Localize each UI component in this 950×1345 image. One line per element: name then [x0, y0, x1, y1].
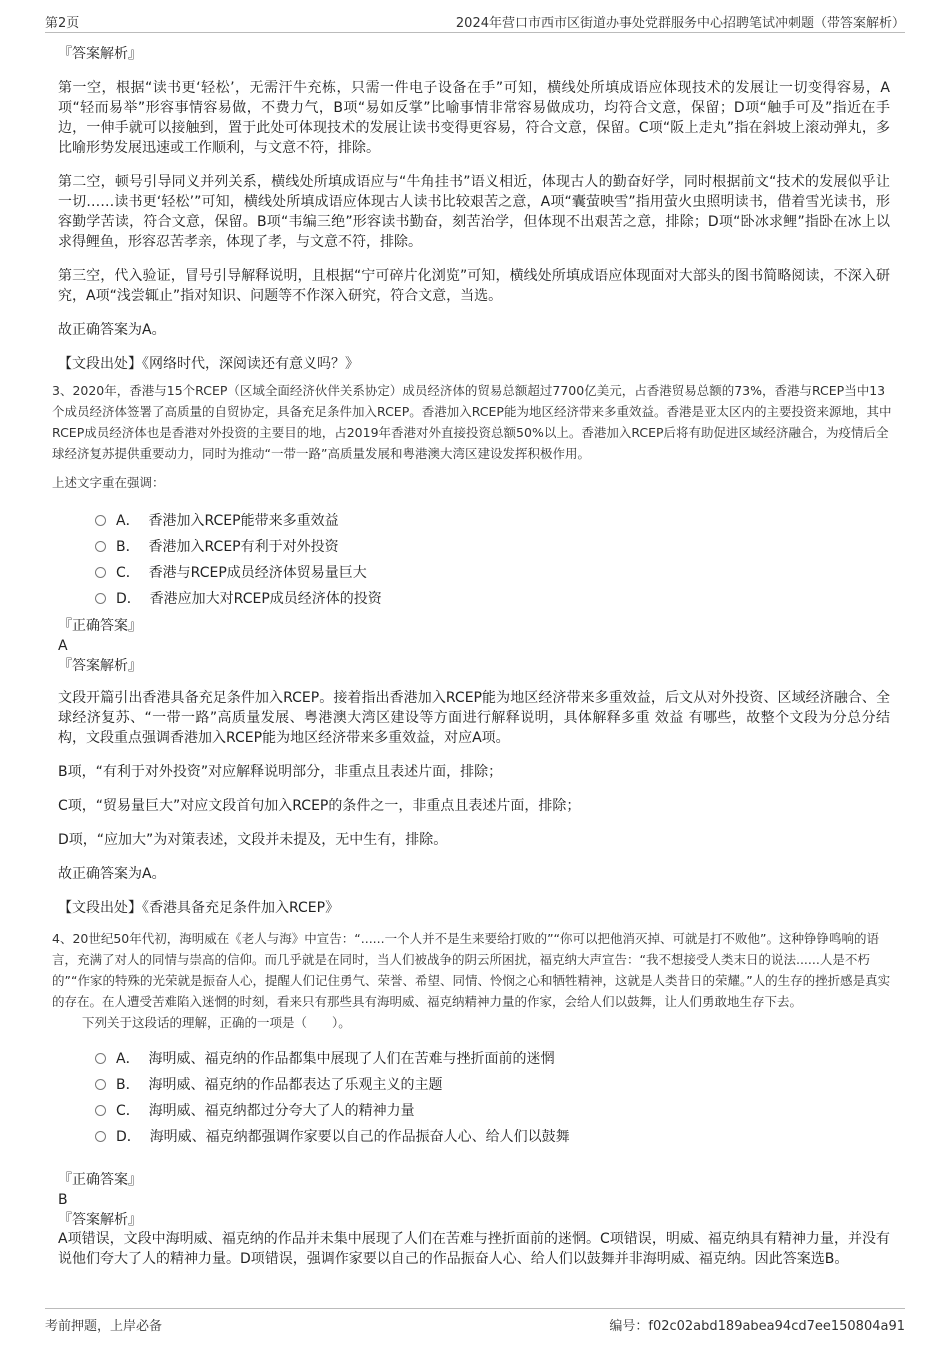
q3-analysis [58, 688, 890, 932]
option-c[interactable]: C． 香港与RCEP成员经济体贸易量巨大 [95, 560, 382, 586]
document-title: 2024年营口市西市区街道办事处党群服务中心招聘笔试冲刺题（带答案解析） [455, 16, 905, 31]
option-c[interactable]: C． 海明威、福克纳都过分夸大了人的精神力量 [95, 1098, 570, 1124]
source-note: 【文段出处】《网络时代，深阅读还有意义吗？》 [58, 356, 359, 372]
analysis-paragraph: 文段开篇引出香港具备充足条件加入RCEP。接着指出香港加入RCEP能为地区经济带来多重效益，后文从对外投资、区域经济融合、全球经济复苏、“一带一路”高质量发展、粤港澳大湾区建设等方面进行解释说明，具体解释多重 效益 有哪些，故整个文段为分总分结构，文段重点强调香港加入RCEP能为地区经济带来多重效益，对应A项。 [58, 690, 890, 746]
q2-analysis [58, 44, 890, 388]
q3-answer [58, 616, 142, 676]
radio-icon[interactable] [95, 1079, 106, 1090]
source-note: 【文段出处】《香港具备充足条件加入RCEP》 [58, 900, 340, 916]
analysis-paragraph: D项，“应加大”为对策表述，文段并未提及，无中生有，排除。 [58, 832, 448, 848]
q4-answer [58, 1170, 142, 1230]
radio-icon[interactable] [95, 593, 106, 604]
analysis-paragraph: A项错误，文段中海明威、福克纳的作品并未集中展现了人们在苦难与挫折面前的迷惘。C项错误，明威、福克纳具有精神力量，并没有说他们夸大了人的精神力量。D项错误，强调作家要以自己的作品振奋人心、给人们以鼓舞并非海明威、福克纳。因此答案选B。 [58, 1231, 890, 1267]
question-prompt: 上述文字重在强调： [52, 475, 165, 490]
analysis-label: 『答案解析』 [58, 658, 142, 674]
option-a[interactable]: A． 海明威、福克纳的作品都集中展现了人们在苦难与挫折面前的迷惘 [95, 1046, 570, 1072]
q4-analysis [58, 1229, 890, 1283]
analysis-paragraph: C项，“贸易量巨大”对应文段首句加入RCEP的条件之一，非重点且表述片面，排除； [58, 798, 581, 814]
analysis-label: 『答案解析』 [58, 46, 142, 62]
radio-icon[interactable] [95, 1105, 106, 1116]
answer-label: 『正确答案』 [58, 1172, 142, 1188]
question-stem: 3、2020年，香港与15个RCEP（区域全面经济伙伴关系协定）成员经济体的贸易总额超过7700亿美元，占香港贸易总额的73%，香港与RCEP当中13个成员经济体签署了高质量的自贸协定，具备充足条件加入RCEP。香港加入RCEP能为地区经济带来多重效益。香港是亚太区内的主要投资来源地，其中RCEP成员经济体也是香港对外投资的主要目的地，占2019年香港对外直接投资总额50%以上。香港加入RCEP后将有助促进区域经济融合，为疫情后全球经济复苏提供重要动力，同时为推动“一带一路”高质量发展和粤港澳大湾区建设发挥积极作用。 [52, 383, 892, 461]
option-d[interactable]: D． 海明威、福克纳都强调作家要以自己的作品振奋人心、给人们以鼓舞 [95, 1124, 570, 1150]
analysis-paragraph: 第三空，代入验证，冒号引导解释说明，且根据“宁可碎片化浏览”可知，横线处所填成语应体现面对大部头的图书简略阅读，不深入研究，A项“浅尝辄止”指对知识、问题等不作深入研究，符合文意，当选。 [58, 268, 890, 304]
answer-value: A [58, 638, 68, 654]
page-header [45, 12, 905, 33]
question-prompt: 下列关于这段话的理解，正确的一项是（ ）。 [82, 1015, 351, 1030]
radio-icon[interactable] [95, 515, 106, 526]
option-b[interactable]: B． 香港加入RCEP有利于对外投资 [95, 534, 382, 560]
radio-icon[interactable] [95, 1053, 106, 1064]
option-a[interactable]: A． 香港加入RCEP能带来多重效益 [95, 508, 382, 534]
radio-icon[interactable] [95, 541, 106, 552]
question-3 [52, 380, 894, 493]
footer-slogan: 考前押题，上岸必备 [45, 1319, 163, 1334]
analysis-paragraph: 故正确答案为A。 [58, 322, 166, 338]
page-number: 第2页 [45, 16, 80, 31]
analysis-paragraph: 第二空，顿号引导同义并列关系，横线处所填成语应与“牛角挂书”语义相近，体现古人的勤奋好学，同时根据前文“技术的发展似乎让一切……读书更‘轻松’”可知，横线处所填成语应体现古人读书比较艰苦之意，A项“囊萤映雪”指用萤火虫照明读书，借着雪光读书，形容勤学苦读，符合文意，保留。B项“韦编三绝”形容读书勤奋，刻苦治学，但体现不出艰苦之意，排除；D项“卧冰求鲤”指卧在冰上以求得鲤鱼，形容忍苦孝亲，体现了孝，与文意不符，排除。 [58, 174, 890, 250]
page-footer [45, 1308, 905, 1333]
radio-icon[interactable] [95, 1131, 106, 1142]
analysis-label: 『答案解析』 [58, 1212, 142, 1228]
analysis-paragraph: 第一空，根据“读书更‘轻松’，无需汗牛充栋，只需一件电子设备在手”可知，横线处所填成语应体现技术的发展让一切变得容易，A项“轻而易举”形容事情容易做，不费力气，B项“易如反掌”比喻事情非常容易做成功，均符合文意，保留；D项“触手可及”指近在手边，一伸手就可以接触到，置于此处可体现技术的发展让读书变得更容易，符合文意，保留。C项“阪上走丸”指在斜坡上滚动弹丸，多比喻形势发展迅速或工作顺利，与文意不符，排除。 [58, 80, 890, 156]
answer-value: B [58, 1192, 68, 1208]
option-b[interactable]: B． 海明威、福克纳的作品都表达了乐观主义的主题 [95, 1072, 570, 1098]
question-stem: 4、20世纪50年代初，海明威在《老人与海》中宣告：“......一个人并不是生来要给打败的”“你可以把他消灭掉、可就是打不败他”。这种铮铮鸣响的语言，充满了对人的同情与崇高的信仰。而几乎就是在同时，当人们被战争的阴云所困扰，福克纳大声宣告：“我不想接受人类末日的说法......人是不朽的”“作家的特殊的光荣就是振奋人心，提醒人们记住勇气、荣誉、希望、同情、怜悯之心和牺牲精神，这就是人类昔日的荣耀。”人的生存的挫折感是真实的存在。在人遭受苦难陷入迷惘的时刻，看来只有那些具有海明威、福克纳精神力量的作家，会给人们以鼓舞，让人们勇敢地生存下去。 [52, 931, 891, 1009]
radio-icon[interactable] [95, 567, 106, 578]
answer-label: 『正确答案』 [58, 618, 142, 634]
q3-options [95, 508, 382, 612]
option-d[interactable]: D． 香港应加大对RCEP成员经济体的投资 [95, 586, 382, 612]
footer-code: 编号：f02c02abd189abea94cd7ee150804a91 [609, 1319, 905, 1334]
analysis-paragraph: B项，“有利于对外投资”对应解释说明部分，非重点且表述片面，排除； [58, 764, 503, 780]
question-4 [52, 928, 894, 1033]
analysis-paragraph: 故正确答案为A。 [58, 866, 166, 882]
q4-options [95, 1046, 570, 1150]
